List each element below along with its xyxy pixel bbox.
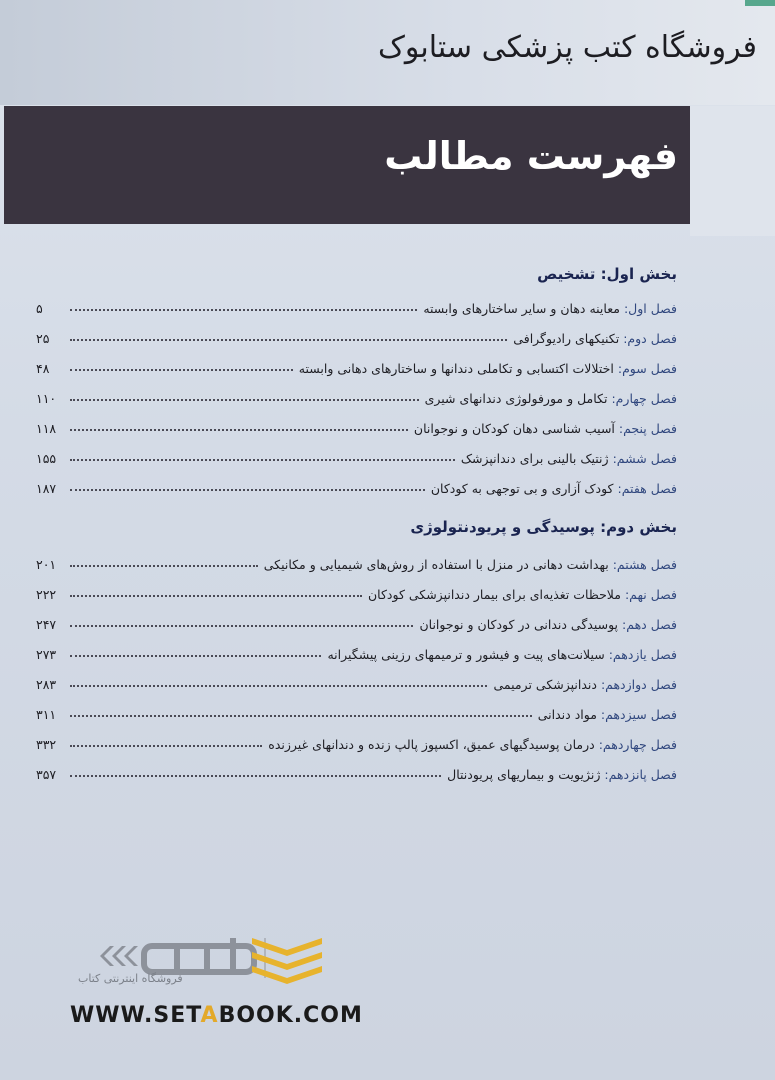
- chapter-title: ملاحظات تغذیه‌ای برای بیمار دندانپزشکی کودکان: [367, 587, 621, 602]
- chapter-label: فصل اول:: [623, 301, 677, 316]
- chapter-label: فصل چهارم:: [611, 391, 677, 406]
- dot-leader: [70, 369, 293, 371]
- toc-row[interactable]: [36, 320, 677, 346]
- chapter-label: فصل سیزدهم:: [600, 707, 677, 722]
- dot-leader: [70, 745, 262, 747]
- page-number: ۲۰۱: [36, 557, 57, 572]
- chapter-title: مواد دندانی: [537, 707, 597, 722]
- toc-row[interactable]: [36, 696, 677, 722]
- dot-leader: [70, 399, 419, 401]
- toc-row[interactable]: [36, 380, 677, 406]
- toc-row[interactable]: [36, 290, 677, 316]
- chapter-label: فصل دهم:: [622, 617, 677, 632]
- page-number: ۱۱۸: [36, 421, 57, 436]
- chapter-label: فصل پانزدهم:: [604, 767, 677, 782]
- website-suffix: BOOK.COM: [218, 1003, 363, 1028]
- toc-row[interactable]: [36, 546, 677, 572]
- toc-row[interactable]: [36, 470, 677, 496]
- toc-row[interactable]: [36, 636, 677, 662]
- chapter-title: تکامل و مورفولوژی دندانهای شیری: [424, 391, 608, 406]
- toc-row[interactable]: [36, 440, 677, 466]
- page-number: ۴۸: [36, 361, 50, 376]
- page-number: ۱۱۰: [36, 391, 57, 406]
- page-number: ۳۳۲: [36, 737, 57, 752]
- banner-side-panel: [690, 106, 775, 236]
- page-number: ۱۵۵: [36, 451, 57, 466]
- dot-leader: [70, 339, 507, 341]
- chapter-label: فصل یازدهم:: [608, 647, 677, 662]
- chapter-label: فصل پنجم:: [618, 421, 677, 436]
- toc-row[interactable]: [36, 726, 677, 752]
- chapter-title: پوسیدگی دندانی در کودکان و نوجوانان: [419, 617, 619, 632]
- chapter-label: فصل نهم:: [624, 587, 677, 602]
- chapter-label: فصل دوازدهم:: [600, 677, 677, 692]
- page-number: ۲۷۳: [36, 647, 57, 662]
- page-number: ۲۴۷: [36, 617, 57, 632]
- chapter-label: فصل ششم:: [612, 451, 677, 466]
- toc-row[interactable]: [36, 410, 677, 436]
- store-title: فروشگاه کتب پزشکی ستابوک: [378, 30, 757, 65]
- dot-leader: [70, 309, 417, 311]
- page-number: ۲۲۲: [36, 587, 57, 602]
- dot-leader: [70, 429, 408, 431]
- cover-edge: [745, 0, 775, 6]
- toc-row[interactable]: [36, 576, 677, 602]
- dot-leader: [70, 595, 362, 597]
- part-1-heading: بخش اول: تشخیص: [537, 265, 677, 283]
- toc-row[interactable]: [36, 666, 677, 692]
- chapter-title: کودک آزاری و بی توجهی به کودکان: [430, 481, 614, 496]
- dot-leader: [70, 565, 258, 567]
- toc-title: فهرست مطالب: [384, 134, 678, 178]
- toc-row[interactable]: [36, 350, 677, 376]
- chapter-label: فصل دوم:: [623, 331, 677, 346]
- dot-leader: [70, 489, 425, 491]
- toc-row[interactable]: [36, 606, 677, 632]
- toc-row[interactable]: [36, 756, 677, 782]
- page-number: ۲۸۳: [36, 677, 57, 692]
- dot-leader: [70, 459, 455, 461]
- page-number: ۱۸۷: [36, 481, 57, 496]
- chapter-label: فصل هشتم:: [612, 557, 677, 572]
- chapter-title: سیلانت‌های پیت و فیشور و ترمیمهای رزینی پیشگیرانه: [327, 647, 605, 662]
- chapter-label: فصل هفتم:: [617, 481, 677, 496]
- chapter-title: تکنیکهای رادیوگرافی: [513, 331, 620, 346]
- chapter-title: ژنژیویت و بیماریهای پریودنتال: [447, 767, 601, 782]
- website-accent: A: [200, 1003, 219, 1028]
- page-number: ۳۵۷: [36, 767, 57, 782]
- part-2-heading: بخش دوم: پوسیدگی و پریودنتولوژی: [410, 518, 677, 536]
- chapter-title: دندانپزشکی ترمیمی: [493, 677, 597, 692]
- dot-leader: [70, 715, 532, 717]
- chapter-label: فصل سوم:: [617, 361, 677, 376]
- chapter-title: ژنتیک بالینی برای دندانپزشک: [460, 451, 609, 466]
- chapter-title: آسیب شناسی دهان کودکان و نوجوانان: [413, 421, 615, 436]
- page-number: ۳۱۱: [36, 707, 57, 722]
- page-number: ۲۵: [36, 331, 50, 346]
- chapter-label: فصل چهاردهم:: [598, 737, 677, 752]
- website-prefix: WWW.SET: [70, 1003, 201, 1028]
- logo-subtitle: فروشگاه اینترنتی کتاب: [78, 972, 183, 985]
- chapter-title: معاینه دهان و سایر ساختارهای وابسته: [423, 301, 620, 316]
- page-number: ۵: [36, 301, 43, 316]
- dot-leader: [70, 775, 441, 777]
- dot-leader: [70, 685, 487, 687]
- chapter-title: اختلالات اکتسابی و تکاملی دندانها و ساختارهای دهانی وابسته: [298, 361, 614, 376]
- chapter-title: بهداشت دهانی در منزل با استفاده از روش‌های شیمیایی و مکانیکی: [263, 557, 609, 572]
- dot-leader: [70, 655, 321, 657]
- dot-leader: [70, 625, 413, 627]
- toc-banner: [4, 106, 690, 224]
- website-url: [70, 1003, 363, 1028]
- books-shelf-icon: [248, 932, 326, 992]
- chapter-title: درمان پوسیدگیهای عمیق، اکسپوز پالپ زنده و دندانهای غیرزنده: [268, 737, 595, 752]
